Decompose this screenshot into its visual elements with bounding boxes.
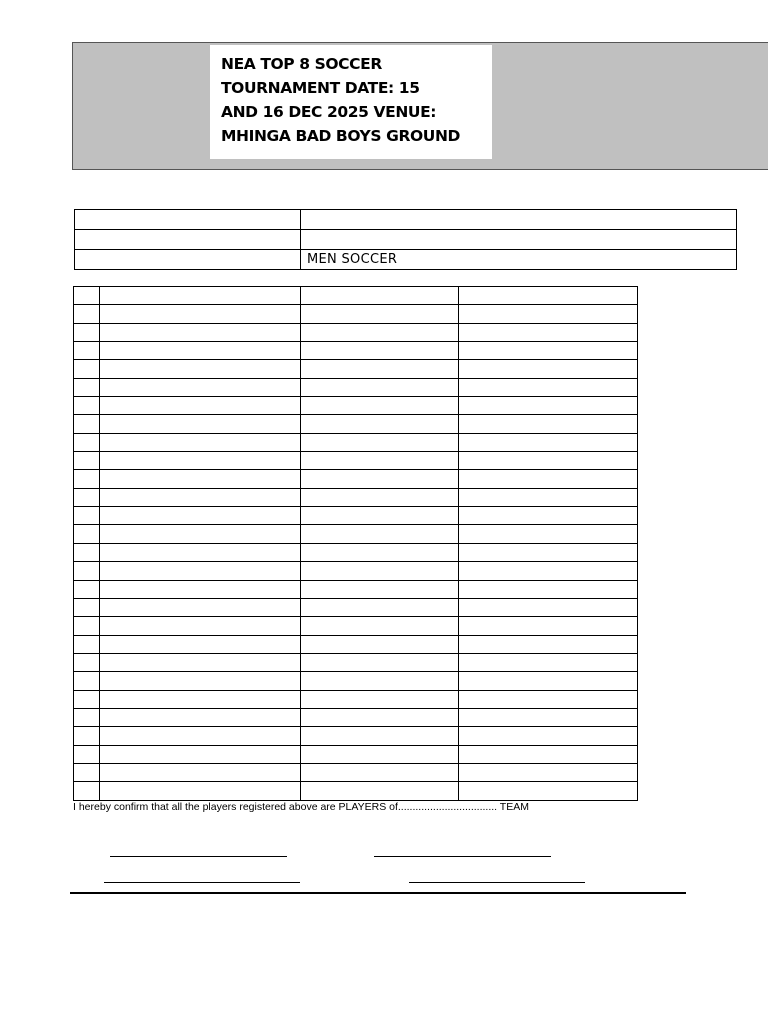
roster-id-cell[interactable] [301, 653, 459, 671]
roster-id-cell[interactable] [301, 452, 459, 470]
table-row [74, 287, 638, 305]
roster-id-cell[interactable] [301, 617, 459, 635]
roster-name-cell[interactable] [100, 782, 301, 800]
info-value-cell[interactable] [301, 230, 737, 250]
roster-number-cell[interactable] [74, 543, 100, 561]
table-row [74, 543, 638, 561]
signature-line[interactable] [110, 856, 287, 857]
roster-signature-cell[interactable] [459, 598, 638, 616]
player-roster-table [73, 286, 638, 801]
roster-name-cell[interactable] [100, 507, 301, 525]
roster-id-cell[interactable] [301, 727, 459, 745]
roster-signature-cell[interactable] [459, 745, 638, 763]
roster-signature-cell[interactable] [459, 525, 638, 543]
signature-line[interactable] [409, 882, 585, 883]
roster-name-cell[interactable] [100, 433, 301, 451]
roster-name-cell[interactable] [100, 562, 301, 580]
roster-number-cell[interactable] [74, 745, 100, 763]
table-row [74, 397, 638, 415]
roster-number-cell[interactable] [74, 507, 100, 525]
roster-number-cell[interactable] [74, 653, 100, 671]
roster-signature-cell[interactable] [459, 488, 638, 506]
roster-name-cell[interactable] [100, 653, 301, 671]
roster-signature-cell[interactable] [459, 580, 638, 598]
info-label-cell[interactable] [75, 250, 301, 270]
roster-number-cell[interactable] [74, 782, 100, 800]
info-row [75, 230, 737, 250]
roster-signature-cell[interactable] [459, 287, 638, 305]
table-row [74, 653, 638, 671]
signature-line[interactable] [374, 856, 551, 857]
roster-id-cell[interactable] [301, 598, 459, 616]
roster-number-cell[interactable] [74, 415, 100, 433]
roster-id-cell[interactable] [301, 378, 459, 396]
roster-name-cell[interactable] [100, 580, 301, 598]
roster-number-cell[interactable] [74, 672, 100, 690]
roster-signature-cell[interactable] [459, 378, 638, 396]
roster-name-cell[interactable] [100, 342, 301, 360]
roster-name-cell[interactable] [100, 543, 301, 561]
roster-name-cell[interactable] [100, 635, 301, 653]
roster-signature-cell[interactable] [459, 782, 638, 800]
roster-name-cell[interactable] [100, 745, 301, 763]
roster-number-cell[interactable] [74, 360, 100, 378]
roster-name-cell[interactable] [100, 488, 301, 506]
roster-signature-cell[interactable] [459, 708, 638, 726]
roster-signature-cell[interactable] [459, 690, 638, 708]
table-row [74, 470, 638, 488]
roster-id-cell[interactable] [301, 287, 459, 305]
roster-name-cell[interactable] [100, 617, 301, 635]
roster-signature-cell[interactable] [459, 617, 638, 635]
roster-signature-cell[interactable] [459, 433, 638, 451]
roster-number-cell[interactable] [74, 617, 100, 635]
roster-id-cell[interactable] [301, 782, 459, 800]
roster-number-cell[interactable] [74, 727, 100, 745]
roster-id-cell[interactable] [301, 488, 459, 506]
bottom-rule [70, 892, 686, 894]
signature-line[interactable] [104, 882, 300, 883]
table-row [74, 342, 638, 360]
table-row [74, 763, 638, 781]
roster-number-cell[interactable] [74, 488, 100, 506]
roster-id-cell[interactable] [301, 690, 459, 708]
roster-id-cell[interactable] [301, 745, 459, 763]
table-row [74, 360, 638, 378]
category-cell[interactable]: MEN SOCCER [301, 250, 737, 270]
roster-name-cell[interactable] [100, 287, 301, 305]
roster-id-cell[interactable] [301, 562, 459, 580]
roster-id-cell[interactable] [301, 470, 459, 488]
roster-signature-cell[interactable] [459, 360, 638, 378]
roster-signature-cell[interactable] [459, 305, 638, 323]
table-row [74, 507, 638, 525]
table-row [74, 672, 638, 690]
table-row [74, 782, 638, 800]
title-box [210, 45, 492, 159]
roster-number-cell[interactable] [74, 708, 100, 726]
table-row [74, 525, 638, 543]
roster-signature-cell[interactable] [459, 415, 638, 433]
roster-number-cell[interactable] [74, 452, 100, 470]
roster-signature-cell[interactable] [459, 562, 638, 580]
roster-signature-cell[interactable] [459, 635, 638, 653]
roster-id-cell[interactable] [301, 525, 459, 543]
roster-signature-cell[interactable] [459, 672, 638, 690]
roster-name-cell[interactable] [100, 763, 301, 781]
roster-id-cell[interactable] [301, 342, 459, 360]
roster-number-cell[interactable] [74, 433, 100, 451]
roster-signature-cell[interactable] [459, 397, 638, 415]
roster-name-cell[interactable] [100, 397, 301, 415]
roster-name-cell[interactable] [100, 470, 301, 488]
table-row [74, 415, 638, 433]
roster-id-cell[interactable] [301, 415, 459, 433]
table-row [74, 323, 638, 341]
roster-id-cell[interactable] [301, 507, 459, 525]
roster-name-cell[interactable] [100, 690, 301, 708]
roster-signature-cell[interactable] [459, 470, 638, 488]
roster-name-cell[interactable] [100, 452, 301, 470]
roster-signature-cell[interactable] [459, 653, 638, 671]
roster-name-cell[interactable] [100, 415, 301, 433]
roster-id-cell[interactable] [301, 323, 459, 341]
roster-name-cell[interactable] [100, 360, 301, 378]
roster-signature-cell[interactable] [459, 727, 638, 745]
roster-id-cell[interactable] [301, 708, 459, 726]
roster-name-cell[interactable] [100, 727, 301, 745]
info-label-cell[interactable] [75, 210, 301, 230]
roster-id-cell[interactable] [301, 672, 459, 690]
roster-id-cell[interactable] [301, 305, 459, 323]
table-row [74, 433, 638, 451]
roster-number-cell[interactable] [74, 635, 100, 653]
roster-number-cell[interactable] [74, 598, 100, 616]
roster-id-cell[interactable] [301, 397, 459, 415]
roster-name-cell[interactable] [100, 672, 301, 690]
info-value-cell[interactable] [301, 210, 737, 230]
info-label-cell[interactable] [75, 230, 301, 250]
table-row [74, 305, 638, 323]
roster-name-cell[interactable] [100, 305, 301, 323]
table-row [74, 452, 638, 470]
roster-id-cell[interactable] [301, 763, 459, 781]
team-info-table [74, 209, 737, 270]
tournament-title: NEA TOP 8 SOCCER TOURNAMENT DATE: 15 AND 16 DEC 2025 VENUE: MHINGA BAD BOYS GROUND [221, 55, 461, 145]
roster-id-cell[interactable] [301, 543, 459, 561]
roster-number-cell[interactable] [74, 323, 100, 341]
roster-id-cell[interactable] [301, 360, 459, 378]
roster-number-cell[interactable] [74, 470, 100, 488]
info-row [75, 250, 737, 270]
roster-id-cell[interactable] [301, 580, 459, 598]
roster-number-cell[interactable] [74, 287, 100, 305]
roster-number-cell[interactable] [74, 397, 100, 415]
roster-signature-cell[interactable] [459, 452, 638, 470]
roster-name-cell[interactable] [100, 378, 301, 396]
table-row [74, 562, 638, 580]
table-row [74, 708, 638, 726]
roster-signature-cell[interactable] [459, 763, 638, 781]
roster-signature-cell[interactable] [459, 507, 638, 525]
info-row [75, 210, 737, 230]
table-row [74, 617, 638, 635]
roster-name-cell[interactable] [100, 598, 301, 616]
roster-number-cell[interactable] [74, 378, 100, 396]
roster-name-cell[interactable] [100, 525, 301, 543]
table-row [74, 745, 638, 763]
roster-number-cell[interactable] [74, 763, 100, 781]
roster-name-cell[interactable] [100, 708, 301, 726]
roster-number-cell[interactable] [74, 305, 100, 323]
roster-number-cell[interactable] [74, 342, 100, 360]
roster-name-cell[interactable] [100, 323, 301, 341]
roster-number-cell[interactable] [74, 562, 100, 580]
roster-number-cell[interactable] [74, 525, 100, 543]
roster-id-cell[interactable] [301, 635, 459, 653]
table-row [74, 378, 638, 396]
confirmation-statement: I hereby confirm that all the players registered above are PLAYERS of.................................. TEAM [73, 801, 529, 813]
roster-number-cell[interactable] [74, 690, 100, 708]
table-row [74, 727, 638, 745]
roster-id-cell[interactable] [301, 433, 459, 451]
roster-signature-cell[interactable] [459, 342, 638, 360]
table-row [74, 598, 638, 616]
table-row [74, 690, 638, 708]
roster-signature-cell[interactable] [459, 323, 638, 341]
roster-signature-cell[interactable] [459, 543, 638, 561]
table-row [74, 580, 638, 598]
roster-number-cell[interactable] [74, 580, 100, 598]
table-row [74, 635, 638, 653]
table-row [74, 488, 638, 506]
